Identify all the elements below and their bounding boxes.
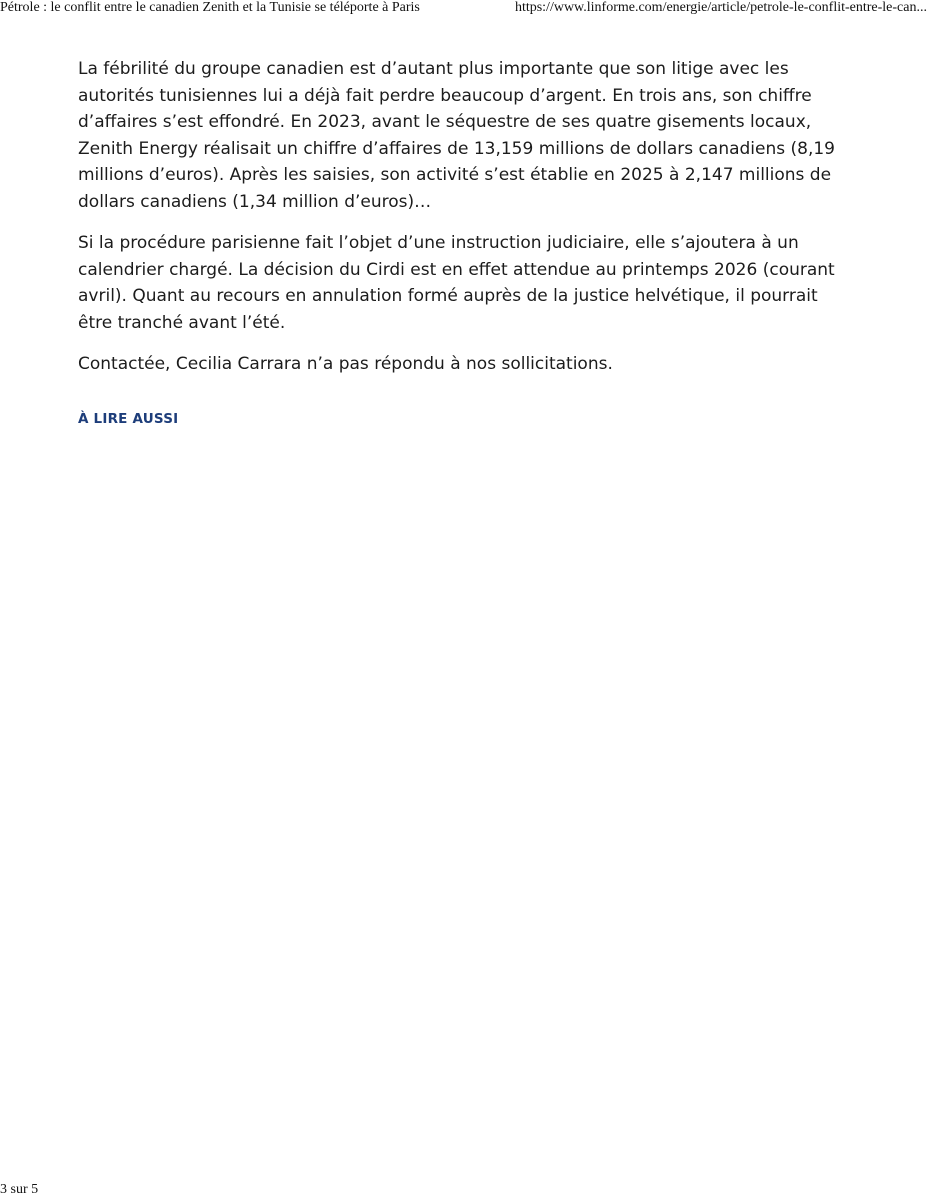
article-body [78,56,848,393]
article-paragraph: La fébrilité du groupe canadien est d’autant plus importante que son litige avec les autorités tunisiennes lui a déjà fait perdre beaucoup d’argent. En trois ans, son chiffre d’affaires s’est effondré. En 2023, avant le séquestre de ses quatre gisements locaux, Zenith Energy réalisait un chiffre d’affaires de 13,159 millions de dollars canadiens (8,19 millions d’euros). Après les saisies, son activité s’est établie en 2025 à 2,147 millions de dollars canadiens (1,34 million d’euros)… [78,59,835,212]
page-url[interactable]: https://www.linforme.com/energie/article/petrole-le-conflit-entre-le-can... [514,0,927,15]
page-title: Pétrole : le conflit entre le canadien Zenith et la Tunisie se téléporte à Paris [0,0,420,15]
also-read-link[interactable]: À LIRE AUSSI [78,411,179,427]
page-indicator: 3 sur 5 [0,1182,39,1197]
print-header [0,0,927,18]
article-paragraph: Si la procédure parisienne fait l’objet d’une instruction judiciaire, elle s’ajoutera à un calendrier chargé. La décision du Cirdi est en effet attendue au printemps 2026 (courant avril). Quant au recours en annulation formé auprès de la justice helvétique, il pourrait être tranché avant l’été. [78,233,835,333]
article-paragraph: Contactée, Cecilia Carrara n’a pas répondu à nos sollicitations. [78,354,613,374]
